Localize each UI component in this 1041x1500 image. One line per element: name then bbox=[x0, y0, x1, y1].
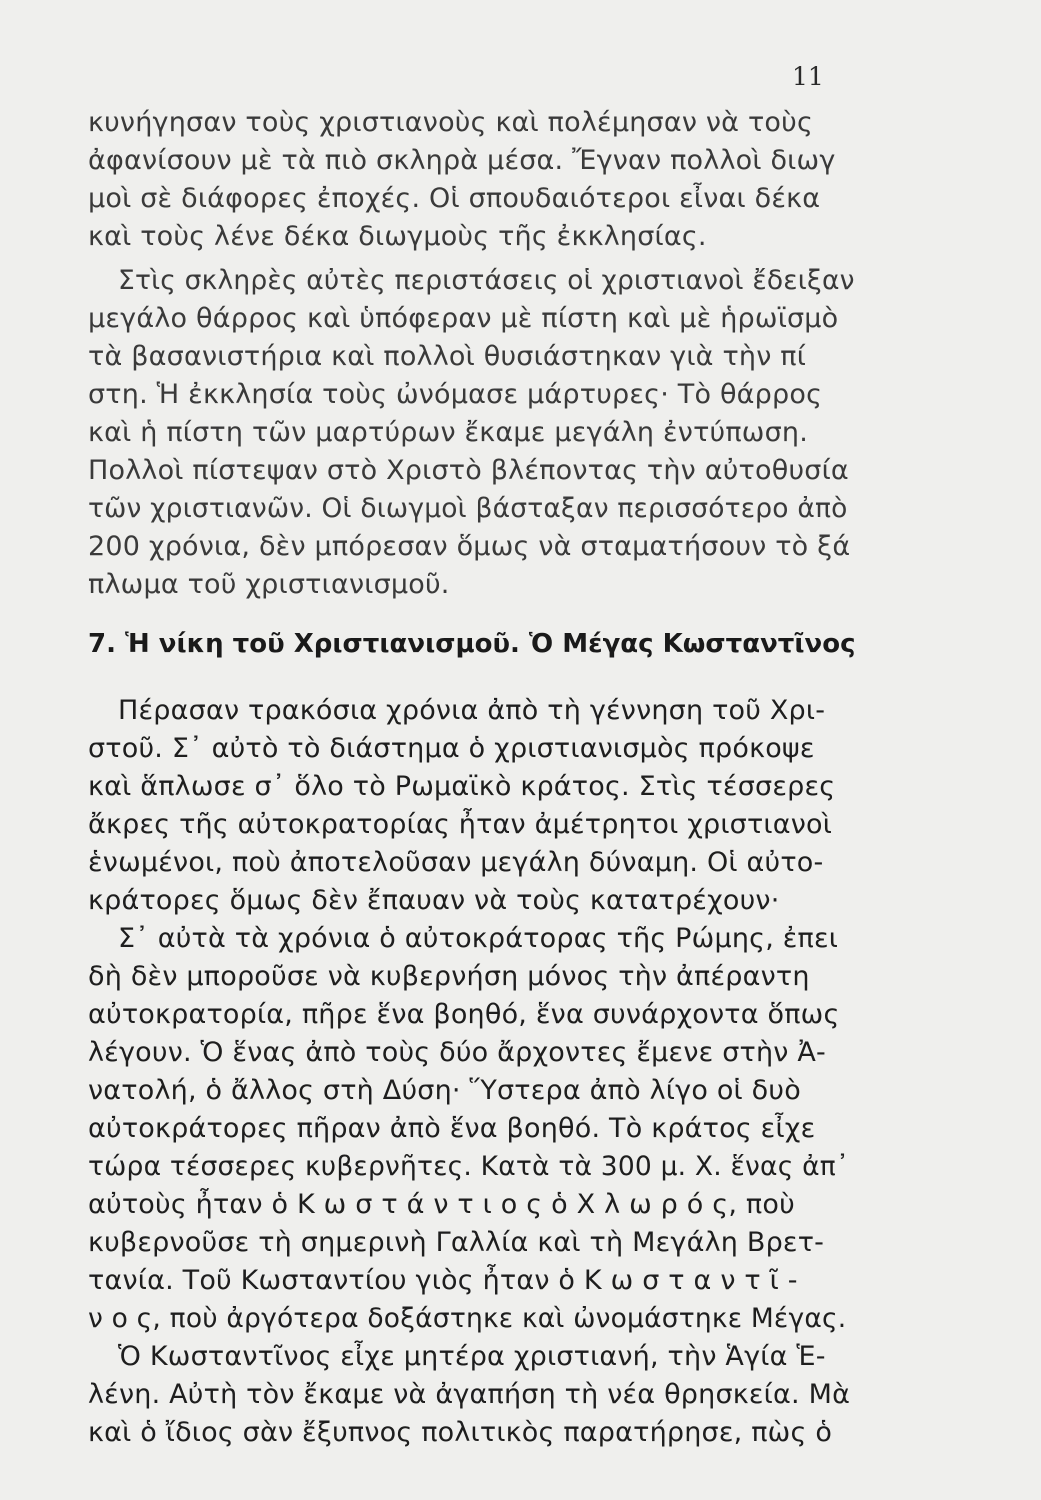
text-line: αὐτοκρατορία, πῆρε ἕνα βοηθό, ἕνα συνάρχοντα ὅπως bbox=[88, 999, 840, 1030]
text-line: τώρα τέσσερες κυβερνῆτες. Κατὰ τὰ 300 μ. Χ. ἕνας ἀπ᾽ bbox=[88, 1151, 850, 1182]
text-line: ἑνωμένοι, ποὺ ἀποτελοῦσαν μεγάλη δύναμη. Οἱ αὐτο- bbox=[88, 847, 824, 878]
text-line: Στὶς σκληρὲς αὐτὲς περιστάσεις οἱ χριστιανοὶ ἔδειξαν bbox=[118, 265, 855, 296]
text-line: πλωμα τοῦ χριστιανισμοῦ. bbox=[88, 569, 450, 600]
page-number: 11 bbox=[792, 62, 824, 91]
text-line: νατολή, ὁ ἄλλος στὴ Δύση· Ὕστερα ἀπὸ λίγο οἱ δυὸ bbox=[88, 1075, 801, 1106]
text-line: 200 χρόνια, δὲν μπόρεσαν ὅμως νὰ σταματήσουν τὸ ξά bbox=[88, 531, 851, 562]
text-line: δὴ δὲν μποροῦσε νὰ κυβερνήση μόνος τὴν ἀπέραντη bbox=[88, 961, 810, 992]
text-line: στοῦ. Σ᾽ αὐτὸ τὸ διάστημα ὁ χριστιανισμὸς πρόκοψε bbox=[88, 733, 815, 764]
text-line: μεγάλο θάρρος καὶ ὑπόφεραν μὲ πίστη καὶ μὲ ἡρωϊσμὸ bbox=[88, 303, 839, 334]
text-line: λένη. Αὐτὴ τὸν ἔκαμε νὰ ἀγαπήση τὴ νέα θρησκεία. Μὰ bbox=[88, 1379, 851, 1410]
text-line: ἄκρες τῆς αὐτοκρατορίας ἦταν ἀμέτρητοι χριστιανοὶ bbox=[88, 809, 833, 840]
text-line: αὐτοκράτορες πῆραν ἀπὸ ἕνα βοηθό. Τὸ κράτος εἶχε bbox=[88, 1113, 816, 1144]
text-line: κράτορες ὅμως δὲν ἔπαυαν νὰ τοὺς κατατρέχουν· bbox=[88, 885, 780, 916]
text-line: τὰ βασανιστήρια καὶ πολλοὶ θυσιάστηκαν γιὰ τὴν πί bbox=[88, 341, 807, 372]
text-line: τανία. Τοῦ Κωσταντίου γιὸς ἦταν ὁ Κ ω σ τ α ν τ ῖ - bbox=[88, 1265, 798, 1296]
text-line: Ὁ Κωσταντῖνος εἶχε μητέρα χριστιανή, τὴν Ἁγία Ἑ- bbox=[118, 1341, 826, 1372]
text-line: τῶν χριστιανῶν. Οἱ διωγμοὶ βάσταξαν περισσότερο ἀπὸ bbox=[88, 493, 848, 524]
text-line: αὐτοὺς ἦταν ὁ Κ ω σ τ ά ν τ ι ο ς ὁ Χ λ ω ρ ό ς, ποὺ bbox=[88, 1189, 795, 1220]
text-line: στη. Ἡ ἐκκλησία τοὺς ὠνόμασε μάρτυρες· Τὸ θάρρος bbox=[88, 379, 823, 410]
text-line: μοὶ σὲ διάφορες ἐποχές. Οἱ σπουδαιότεροι εἶναι δέκα bbox=[88, 183, 821, 214]
text-line: καὶ τοὺς λένε δέκα διωγμοὺς τῆς ἐκκλησίας. bbox=[88, 221, 707, 252]
text-line: Σ᾽ αὐτὰ τὰ χρόνια ὁ αὐτοκράτορας τῆς Ρώμης, ἐπει bbox=[118, 923, 839, 954]
text-line: Πέρασαν τρακόσια χρόνια ἀπὸ τὴ γέννηση τοῦ Χρι- bbox=[118, 695, 826, 726]
text-line: κυνήγησαν τοὺς χριστιανοὺς καὶ πολέμησαν νὰ τοὺς bbox=[88, 107, 813, 138]
text-line: κυβερνοῦσε τὴ σημερινὴ Γαλλία καὶ τὴ Μεγάλη Βρετ- bbox=[88, 1227, 825, 1258]
text-line: καὶ ἅπλωσε σ᾽ ὅλο τὸ Ρωμαϊκὸ κράτος. Στὶς τέσσερες bbox=[88, 771, 836, 802]
section-heading: 7. Ἡ νίκη τοῦ Χριστιανισμοῦ. Ὁ Μέγας Κωσταντῖνος bbox=[88, 629, 856, 659]
text-line: λέγουν. Ὁ ἕνας ἀπὸ τοὺς δύο ἄρχοντες ἔμενε στὴν Ἀ- bbox=[88, 1037, 826, 1068]
text-line: ν ο ς, ποὺ ἀργότερα δοξάστηκε καὶ ὠνομάστηκε Μέγας. bbox=[88, 1303, 847, 1334]
text-line: ἀφανίσουν μὲ τὰ πιὸ σκληρὰ μέσα. Ἔγναν πολλοὶ διωγ bbox=[88, 145, 836, 176]
text-line: καὶ ἡ πίστη τῶν μαρτύρων ἔκαμε μεγάλη ἐντύπωση. bbox=[88, 417, 809, 448]
text-line: Πολλοὶ πίστεψαν στὸ Χριστὸ βλέποντας τὴν αὐτοθυσία bbox=[88, 455, 849, 486]
text-line: καὶ ὁ ἴδιος σὰν ἔξυπνος πολιτικὸς παρατήρησε, πὼς ὁ bbox=[88, 1417, 833, 1448]
